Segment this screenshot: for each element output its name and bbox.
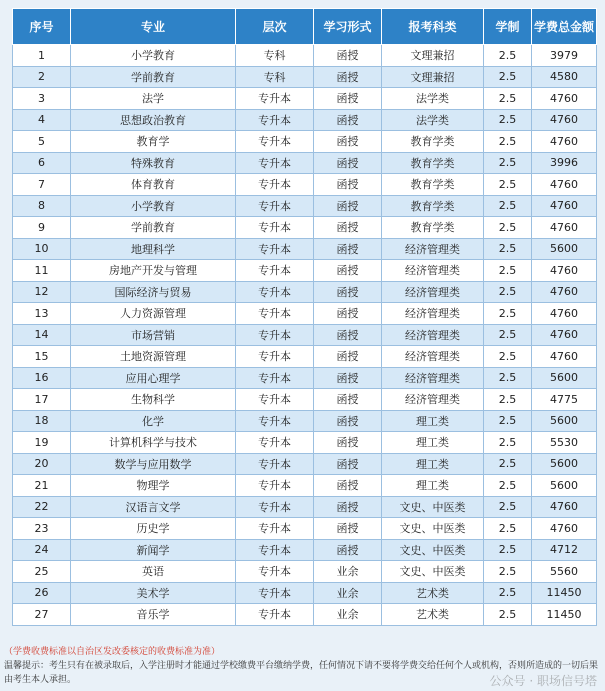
cell-index: 2 <box>13 66 71 88</box>
table-row <box>13 561 597 583</box>
cell-level: 专升本 <box>236 453 314 475</box>
header-level: 层次 <box>236 9 314 45</box>
cell-duration: 2.5 <box>484 410 532 432</box>
cell-index: 16 <box>13 367 71 389</box>
cell-fee: 4760 <box>532 496 597 518</box>
cell-category: 理工类 <box>382 410 484 432</box>
cell-category: 教育学类 <box>382 195 484 217</box>
cell-fee: 4712 <box>532 539 597 561</box>
cell-study-form: 函授 <box>314 475 382 497</box>
cell-index: 17 <box>13 389 71 411</box>
cell-index: 11 <box>13 260 71 282</box>
cell-category: 经济管理类 <box>382 260 484 282</box>
cell-major: 美术学 <box>71 582 236 604</box>
cell-index: 20 <box>13 453 71 475</box>
cell-level: 专升本 <box>236 238 314 260</box>
table-row <box>13 88 597 110</box>
cell-category: 经济管理类 <box>382 389 484 411</box>
header-major: 专业 <box>71 9 236 45</box>
cell-major: 新闻学 <box>71 539 236 561</box>
cell-study-form: 函授 <box>314 281 382 303</box>
cell-study-form: 函授 <box>314 496 382 518</box>
cell-study-form: 函授 <box>314 453 382 475</box>
cell-fee: 4760 <box>532 131 597 153</box>
cell-major: 历史学 <box>71 518 236 540</box>
cell-index: 13 <box>13 303 71 325</box>
cell-level: 专升本 <box>236 281 314 303</box>
table-row <box>13 109 597 131</box>
cell-category: 经济管理类 <box>382 238 484 260</box>
cell-fee: 4760 <box>532 324 597 346</box>
cell-level: 专升本 <box>236 260 314 282</box>
cell-fee: 4775 <box>532 389 597 411</box>
header-duration: 学制 <box>484 9 532 45</box>
cell-study-form: 函授 <box>314 66 382 88</box>
cell-fee: 4580 <box>532 66 597 88</box>
cell-study-form: 业余 <box>314 604 382 626</box>
table-row <box>13 518 597 540</box>
fee-standard-note: （学费收费标准以自治区发改委核定的收费标准为准） <box>4 647 221 657</box>
cell-level: 专升本 <box>236 561 314 583</box>
cell-major: 国际经济与贸易 <box>71 281 236 303</box>
cell-study-form: 函授 <box>314 88 382 110</box>
cell-level: 专升本 <box>236 217 314 239</box>
cell-study-form: 函授 <box>314 346 382 368</box>
cell-major: 音乐学 <box>71 604 236 626</box>
cell-level: 专升本 <box>236 410 314 432</box>
cell-major: 法学 <box>71 88 236 110</box>
cell-major: 学前教育 <box>71 66 236 88</box>
cell-duration: 2.5 <box>484 518 532 540</box>
cell-study-form: 业余 <box>314 561 382 583</box>
cell-category: 艺术类 <box>382 604 484 626</box>
cell-duration: 2.5 <box>484 131 532 153</box>
cell-duration: 2.5 <box>484 109 532 131</box>
cell-level: 专升本 <box>236 496 314 518</box>
cell-major: 生物科学 <box>71 389 236 411</box>
cell-duration: 2.5 <box>484 217 532 239</box>
cell-study-form: 函授 <box>314 324 382 346</box>
cell-fee: 3979 <box>532 45 597 67</box>
cell-level: 专升本 <box>236 582 314 604</box>
cell-major: 英语 <box>71 561 236 583</box>
cell-category: 艺术类 <box>382 582 484 604</box>
table-row <box>13 281 597 303</box>
cell-fee: 4760 <box>532 346 597 368</box>
cell-duration: 2.5 <box>484 346 532 368</box>
cell-major: 小学教育 <box>71 45 236 67</box>
cell-study-form: 函授 <box>314 131 382 153</box>
table-row <box>13 195 597 217</box>
cell-fee: 5530 <box>532 432 597 454</box>
cell-index: 3 <box>13 88 71 110</box>
cell-level: 专升本 <box>236 195 314 217</box>
cell-major: 计算机科学与技术 <box>71 432 236 454</box>
cell-fee: 4760 <box>532 217 597 239</box>
cell-index: 25 <box>13 561 71 583</box>
table-row <box>13 174 597 196</box>
cell-fee: 4760 <box>532 174 597 196</box>
cell-major: 学前教育 <box>71 217 236 239</box>
cell-category: 理工类 <box>382 453 484 475</box>
cell-category: 文理兼招 <box>382 45 484 67</box>
header-study-form: 学习形式 <box>314 9 382 45</box>
cell-fee: 5560 <box>532 561 597 583</box>
cell-duration: 2.5 <box>484 303 532 325</box>
cell-fee: 4760 <box>532 281 597 303</box>
cell-major: 思想政治教育 <box>71 109 236 131</box>
cell-category: 教育学类 <box>382 152 484 174</box>
cell-category: 教育学类 <box>382 131 484 153</box>
cell-duration: 2.5 <box>484 561 532 583</box>
table-row <box>13 410 597 432</box>
table-body <box>13 45 597 626</box>
cell-fee: 3996 <box>532 152 597 174</box>
cell-duration: 2.5 <box>484 496 532 518</box>
cell-major: 化学 <box>71 410 236 432</box>
cell-level: 专科 <box>236 66 314 88</box>
cell-index: 24 <box>13 539 71 561</box>
cell-major: 汉语言文学 <box>71 496 236 518</box>
header-category: 报考科类 <box>382 9 484 45</box>
cell-category: 理工类 <box>382 432 484 454</box>
cell-category: 文理兼招 <box>382 66 484 88</box>
cell-index: 12 <box>13 281 71 303</box>
cell-category: 教育学类 <box>382 174 484 196</box>
cell-duration: 2.5 <box>484 432 532 454</box>
cell-index: 4 <box>13 109 71 131</box>
cell-fee: 5600 <box>532 367 597 389</box>
table-row <box>13 45 597 67</box>
cell-level: 专科 <box>236 45 314 67</box>
cell-category: 文史、中医类 <box>382 518 484 540</box>
cell-duration: 2.5 <box>484 453 532 475</box>
cell-study-form: 函授 <box>314 389 382 411</box>
cell-fee: 11450 <box>532 582 597 604</box>
cell-duration: 2.5 <box>484 367 532 389</box>
cell-duration: 2.5 <box>484 88 532 110</box>
table-row <box>13 389 597 411</box>
table-row <box>13 604 597 626</box>
cell-duration: 2.5 <box>484 539 532 561</box>
cell-index: 6 <box>13 152 71 174</box>
cell-study-form: 函授 <box>314 152 382 174</box>
cell-index: 19 <box>13 432 71 454</box>
table-row <box>13 539 597 561</box>
cell-level: 专升本 <box>236 518 314 540</box>
cell-fee: 4760 <box>532 109 597 131</box>
cell-study-form: 函授 <box>314 195 382 217</box>
cell-major: 物理学 <box>71 475 236 497</box>
cell-major: 地理科学 <box>71 238 236 260</box>
cell-category: 教育学类 <box>382 217 484 239</box>
cell-fee: 4760 <box>532 260 597 282</box>
table-row <box>13 346 597 368</box>
cell-index: 26 <box>13 582 71 604</box>
cell-fee: 4760 <box>532 303 597 325</box>
cell-index: 22 <box>13 496 71 518</box>
cell-fee: 4760 <box>532 518 597 540</box>
table-row <box>13 475 597 497</box>
cell-major: 土地资源管理 <box>71 346 236 368</box>
cell-level: 专升本 <box>236 324 314 346</box>
table-row <box>13 324 597 346</box>
table-row <box>13 260 597 282</box>
cell-fee: 5600 <box>532 238 597 260</box>
cell-study-form: 函授 <box>314 303 382 325</box>
cell-level: 专升本 <box>236 604 314 626</box>
table-row <box>13 432 597 454</box>
cell-index: 14 <box>13 324 71 346</box>
cell-level: 专升本 <box>236 131 314 153</box>
cell-category: 经济管理类 <box>382 346 484 368</box>
cell-fee: 5600 <box>532 410 597 432</box>
cell-level: 专升本 <box>236 303 314 325</box>
cell-duration: 2.5 <box>484 260 532 282</box>
cell-study-form: 函授 <box>314 260 382 282</box>
cell-duration: 2.5 <box>484 389 532 411</box>
cell-duration: 2.5 <box>484 152 532 174</box>
cell-study-form: 函授 <box>314 109 382 131</box>
header-total-fee: 学费总金额 <box>532 9 597 45</box>
cell-major: 体育教育 <box>71 174 236 196</box>
cell-major: 数学与应用数学 <box>71 453 236 475</box>
cell-level: 专升本 <box>236 539 314 561</box>
table-row <box>13 238 597 260</box>
table-row <box>13 367 597 389</box>
cell-index: 27 <box>13 604 71 626</box>
cell-duration: 2.5 <box>484 174 532 196</box>
table-row <box>13 217 597 239</box>
cell-duration: 2.5 <box>484 195 532 217</box>
cell-major: 房地产开发与管理 <box>71 260 236 282</box>
cell-category: 文史、中医类 <box>382 496 484 518</box>
cell-category: 经济管理类 <box>382 281 484 303</box>
cell-level: 专升本 <box>236 152 314 174</box>
table-row <box>13 582 597 604</box>
cell-level: 专升本 <box>236 88 314 110</box>
cell-study-form: 函授 <box>314 45 382 67</box>
table-row <box>13 131 597 153</box>
cell-category: 法学类 <box>382 88 484 110</box>
cell-index: 18 <box>13 410 71 432</box>
cell-duration: 2.5 <box>484 582 532 604</box>
cell-index: 8 <box>13 195 71 217</box>
cell-index: 5 <box>13 131 71 153</box>
cell-index: 10 <box>13 238 71 260</box>
cell-major: 教育学 <box>71 131 236 153</box>
table-row <box>13 152 597 174</box>
table-row <box>13 496 597 518</box>
cell-study-form: 函授 <box>314 174 382 196</box>
cell-duration: 2.5 <box>484 45 532 67</box>
cell-index: 21 <box>13 475 71 497</box>
cell-study-form: 函授 <box>314 518 382 540</box>
fee-table <box>12 8 597 626</box>
cell-major: 应用心理学 <box>71 367 236 389</box>
cell-duration: 2.5 <box>484 238 532 260</box>
cell-fee: 5600 <box>532 475 597 497</box>
cell-study-form: 业余 <box>314 582 382 604</box>
cell-index: 1 <box>13 45 71 67</box>
cell-category: 经济管理类 <box>382 303 484 325</box>
cell-duration: 2.5 <box>484 324 532 346</box>
cell-index: 7 <box>13 174 71 196</box>
cell-study-form: 函授 <box>314 432 382 454</box>
cell-duration: 2.5 <box>484 281 532 303</box>
cell-study-form: 函授 <box>314 410 382 432</box>
cell-level: 专升本 <box>236 367 314 389</box>
cell-fee: 4760 <box>532 195 597 217</box>
cell-category: 经济管理类 <box>382 367 484 389</box>
table-row <box>13 453 597 475</box>
cell-level: 专升本 <box>236 174 314 196</box>
cell-category: 经济管理类 <box>382 324 484 346</box>
tip-note: 温馨提示：考生只有在被录取后，入学注册时才能通过学校缴费平台缴纳学费，任何情况下请不要将学费交给任何个人或机构，否则所造成的一切后果由考生本人承担。 <box>4 661 599 685</box>
table-row <box>13 66 597 88</box>
table-header-row <box>13 9 597 45</box>
cell-study-form: 函授 <box>314 539 382 561</box>
cell-major: 小学教育 <box>71 195 236 217</box>
cell-level: 专升本 <box>236 432 314 454</box>
header-index: 序号 <box>13 9 71 45</box>
cell-major: 特殊教育 <box>71 152 236 174</box>
cell-duration: 2.5 <box>484 66 532 88</box>
cell-fee: 5600 <box>532 453 597 475</box>
cell-index: 15 <box>13 346 71 368</box>
cell-study-form: 函授 <box>314 217 382 239</box>
cell-level: 专升本 <box>236 389 314 411</box>
cell-duration: 2.5 <box>484 604 532 626</box>
cell-study-form: 函授 <box>314 238 382 260</box>
cell-study-form: 函授 <box>314 367 382 389</box>
cell-index: 23 <box>13 518 71 540</box>
cell-major: 人力资源管理 <box>71 303 236 325</box>
cell-index: 9 <box>13 217 71 239</box>
cell-category: 理工类 <box>382 475 484 497</box>
cell-category: 文史、中医类 <box>382 561 484 583</box>
cell-duration: 2.5 <box>484 475 532 497</box>
watermark: 公众号 · 职场信号塔 <box>489 674 597 688</box>
cell-level: 专升本 <box>236 346 314 368</box>
cell-fee: 4760 <box>532 88 597 110</box>
cell-category: 法学类 <box>382 109 484 131</box>
cell-fee: 11450 <box>532 604 597 626</box>
cell-major: 市场营销 <box>71 324 236 346</box>
cell-level: 专升本 <box>236 109 314 131</box>
cell-level: 专升本 <box>236 475 314 497</box>
fee-table-container <box>12 8 596 626</box>
cell-category: 文史、中医类 <box>382 539 484 561</box>
table-row <box>13 303 597 325</box>
